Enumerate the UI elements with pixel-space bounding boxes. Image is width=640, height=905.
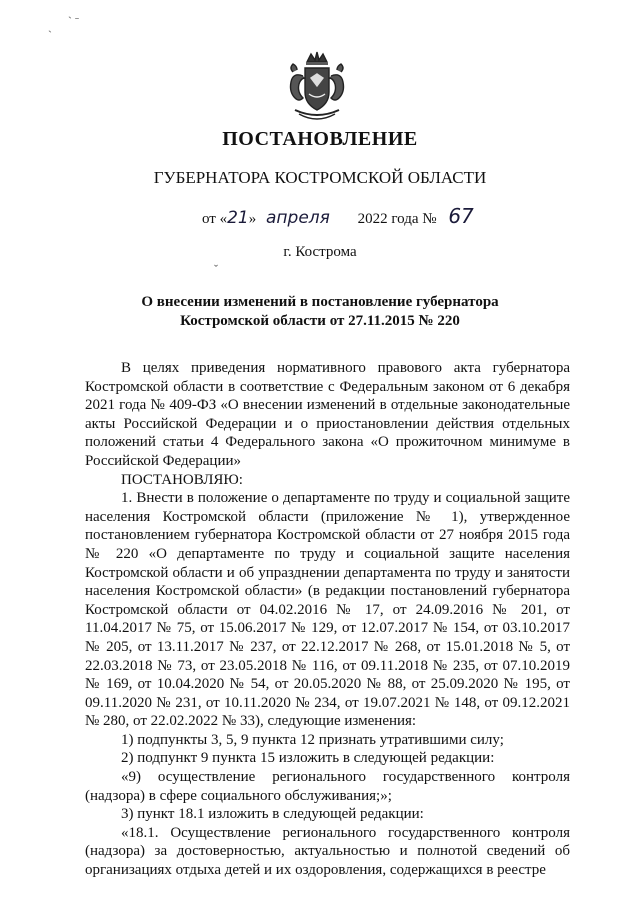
resolve-paragraph: ПОСТАНОВЛЯЮ:	[121, 471, 243, 488]
document-subtitle: ГУБЕРНАТОРА КОСТРОМСКОЙ ОБЛАСТИ	[153, 168, 487, 187]
date-month-handwritten: апреля	[266, 208, 330, 228]
date-year: 2022 года №	[357, 211, 437, 227]
heading-line-2: Костромской области от 27.11.2015 № 220	[180, 313, 460, 329]
document-heading	[0, 293, 640, 331]
coat-of-arms-emblem	[277, 48, 357, 128]
subitem-2-paragraph: 2) подпункт 9 пункта 15 изложить в следующей редакции:	[121, 750, 495, 767]
city-name: г. Кострома	[283, 244, 357, 260]
date-line	[202, 204, 474, 228]
subitem-1-paragraph: 1) подпункты 3, 5, 9 пункта 12 признать утратившими силу;	[121, 731, 504, 748]
document-title: ПОСТАНОВЛЕНИЕ	[222, 128, 418, 150]
document-body	[85, 359, 570, 880]
intro-paragraph: В целях приведения нормативного правового акта губернатора Костромской области в соответствие с Федеральным законом от 6 декабря 2021 года № 409-ФЗ «О внесении изменений в отдельные законодательные акты Российской Федерации и о приостановлении действия отдельных положений статьи 4 Федерального закона «О прожиточном минимуме в Российской Федерации»	[85, 360, 570, 469]
date-mid: »	[248, 211, 257, 227]
subitem-3-paragraph: 3) пункт 18.1 изложить в следующей редакции:	[121, 806, 424, 823]
scan-mark: ˋ	[48, 28, 52, 42]
scan-mark: ˋ ˉ	[68, 14, 79, 28]
item-1-paragraph: 1. Внести в положение о департаменте по труду и социальной защите населения Костромской области (приложение № 1), утвержденное постановлением губернатора Костромской области от 27 ноября 2015 года № 220 «О департаменте по труду и социальной защите населения Костромской области и об упразднении департамента по труду и занятости населения Костромской области» (в редакции постановлений губернатора Костромской области от 04.02.2016 № 17, от 24.09.2016 № 201, от 11.04.2017 № 75, от 15.06.2017 № 129, от 12.07.2017 № 154, от 03.10.2017 № 205, от 13.11.2017 № 237, от 22.12.2017 № 268, от 15.01.2018 № 5, от 22.03.2018 № 73, от 23.05.2018 № 116, от 09.11.2018 № 235, от 07.10.2019 № 169, от 10.04.2020 № 54, от 20.05.2020 № 88, от 25.09.2020 № 195, от 09.11.2020 № 231, от 10.11.2020 № 234, от 19.07.2021 № 148, от 09.12.2021 № 280, от 22.02.2022 № 33), следующие изменения:	[85, 490, 570, 730]
scan-mark: ˇ	[214, 262, 218, 276]
quote-2-paragraph: «9) осуществление регионального государственного контроля (надзора) в сфере социального обслуживания;»;	[85, 769, 570, 804]
heading-line-1: О внесении изменений в постановление губернатора	[141, 294, 499, 310]
date-prefix: от «	[202, 211, 228, 227]
quote-3-paragraph: «18.1. Осуществление регионального государственного контроля (надзора) за достоверностью, актуальностью и полнотой сведений об организациях отдыха детей и их оздоровления, содержащихся в реестре	[85, 824, 570, 879]
date-day-handwritten: 21	[227, 208, 249, 228]
document-number-handwritten: 67	[448, 204, 474, 228]
